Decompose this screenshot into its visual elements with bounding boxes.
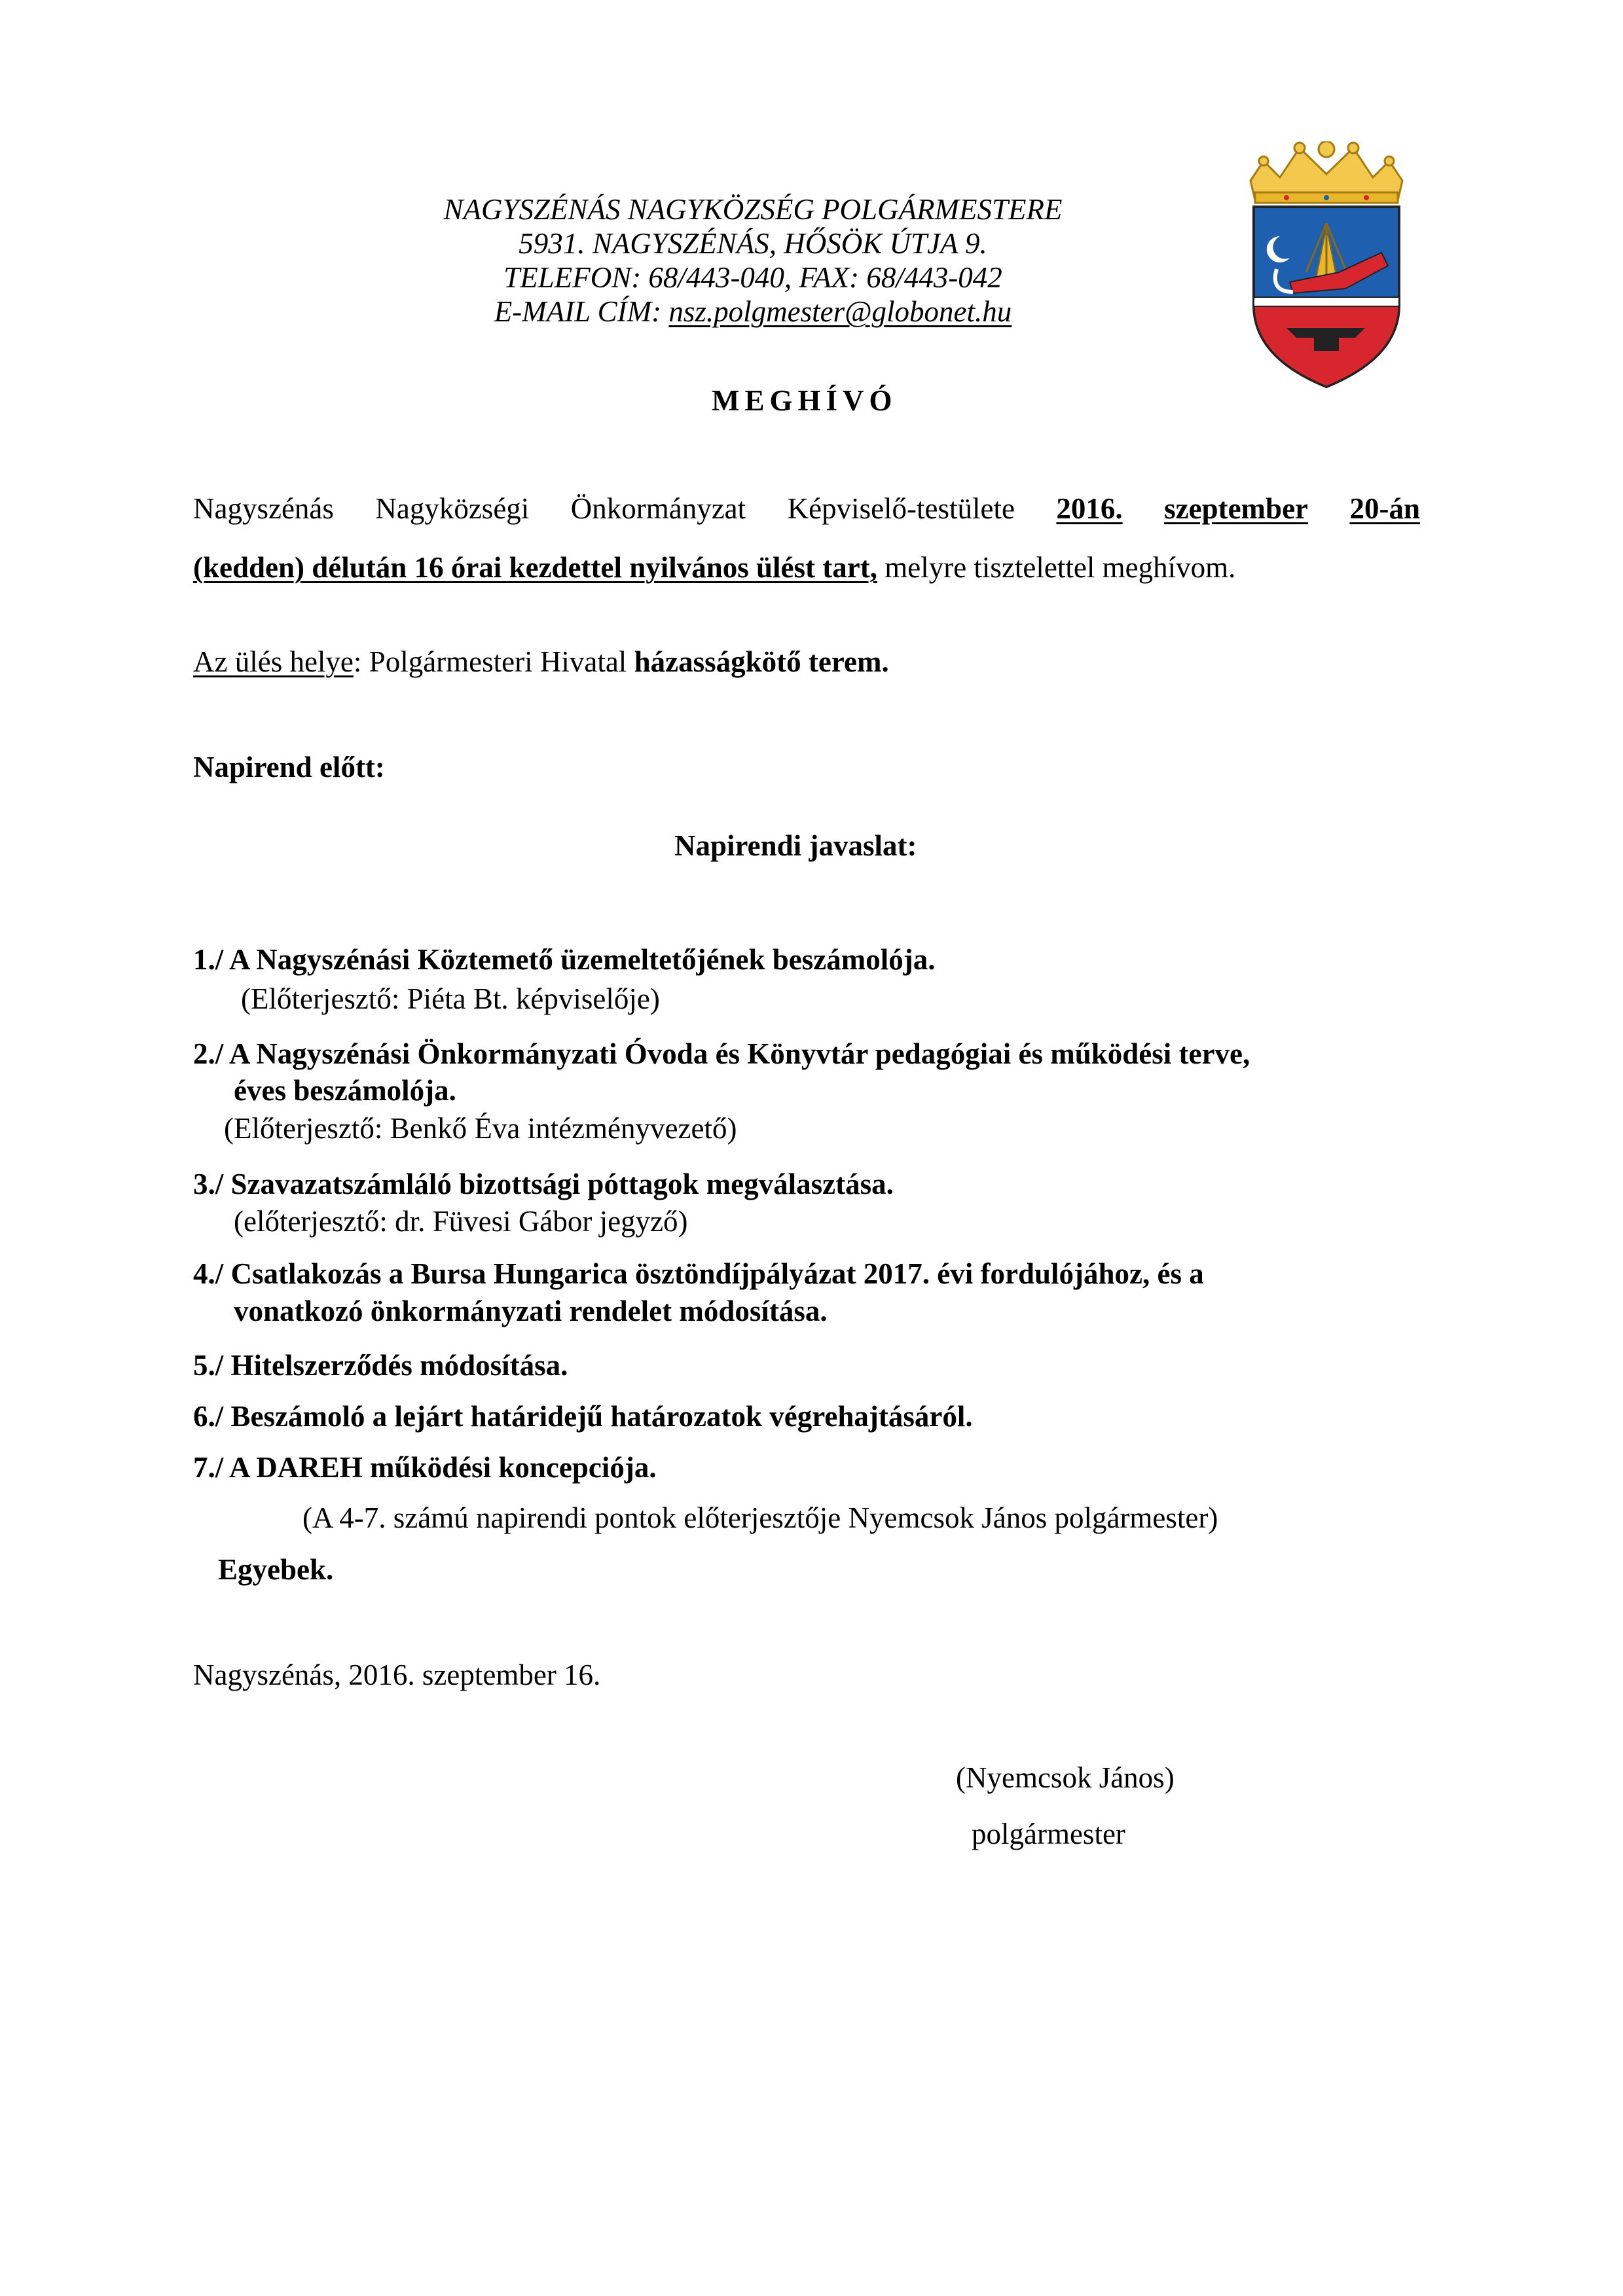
header-line-1: NAGYSZÉNÁS NAGYKÖZSÉG POLGÁRMESTERE: [443, 193, 1063, 226]
venue-label: Az ülés helye: [193, 645, 354, 678]
signature-name: (Nyemcsok János): [956, 1761, 1175, 1794]
agenda-item-3: 3./ Szavazatszámláló bizottsági póttagok megválasztása.: [193, 1168, 894, 1200]
crown-icon: [1250, 141, 1402, 203]
email-link[interactable]: nsz.polgmester@globonet.hu: [668, 295, 1012, 328]
agenda-item-7: 7./ A DAREH működési koncepciója.: [193, 1451, 657, 1484]
before-agenda-heading: Napirend előtt:: [193, 751, 385, 783]
agenda-item-4-cont: vonatkozó önkormányzati rendelet módosítása.: [234, 1295, 828, 1327]
agenda-item-5: 5./ Hitelszerződés módosítása.: [193, 1349, 568, 1382]
intro-word: Képviselő-testülete: [787, 492, 1015, 525]
agenda-item-2: 2./ A Nagyszénási Önkormányzati Óvoda és Könyvtár pedagógiai és működési terve,: [193, 1037, 1250, 1070]
agenda-item-1: 1./ A Nagyszénási Köztemető üzemeltetőjének beszámolója.: [193, 943, 936, 976]
agenda-item-3-presenter: (előterjesztő: dr. Füvesi Gábor jegyző): [234, 1205, 688, 1238]
agenda-item-4: 4./ Csatlakozás a Bursa Hungarica ösztöndíjpályázat 2017. évi fordulójához, és a: [193, 1257, 1204, 1290]
agenda-item-2-cont: éves beszámolója.: [234, 1074, 456, 1107]
intro-time-bold: (kedden) délután 16 órai kezdettel nyilvános ülést tart,: [193, 551, 877, 584]
signature-role: polgármester: [972, 1818, 1125, 1850]
venue-text: : Polgármesteri Hivatal: [353, 645, 634, 678]
header-line-2: 5931. NAGYSZÉNÁS, HŐSÖK ÚTJA 9.: [519, 227, 987, 260]
intro-word: Nagyszénás: [193, 492, 334, 525]
intro-line-2: [193, 550, 1235, 584]
intro-word: Nagyközségi: [375, 492, 530, 525]
header-email-line: [327, 295, 1178, 329]
intro-date-day: 20-án: [1349, 492, 1420, 525]
email-label: E-MAIL CÍM:: [494, 295, 669, 328]
intro-invitation-text: melyre tisztelettel meghívom.: [877, 551, 1236, 584]
coat-of-arms-icon: [1241, 141, 1412, 390]
place-date: Nagyszénás, 2016. szeptember 16.: [193, 1659, 601, 1691]
intro-date-month: szeptember: [1164, 492, 1309, 525]
intro-line-1: [193, 492, 1420, 526]
agenda-heading: Napirendi javaslat:: [674, 829, 917, 862]
agenda-item-1-presenter: (Előterjesztő: Piéta Bt. képviselője): [241, 982, 660, 1015]
intro-word: Önkormányzat: [570, 492, 746, 525]
agenda-item-2-presenter: (Előterjesztő: Benkő Éva intézményvezető): [224, 1112, 737, 1145]
presenter-note: (A 4-7. számú napirendi pontok előterjesztője Nyemcsok János polgármester): [302, 1501, 1218, 1534]
intro-date-year: 2016.: [1056, 492, 1123, 525]
venue-line: [193, 645, 889, 679]
header-line-3: TELEFON: 68/443-040, FAX: 68/443-042: [503, 261, 1002, 294]
document-title: MEGHÍVÓ: [712, 384, 898, 417]
venue-place: házasságkötő terem.: [634, 645, 889, 678]
other-items: Egyebek.: [218, 1553, 334, 1586]
shield-icon: [1254, 207, 1399, 387]
agenda-item-6: 6./ Beszámoló a lejárt határidejű határozatok végrehajtásáról.: [193, 1400, 973, 1433]
